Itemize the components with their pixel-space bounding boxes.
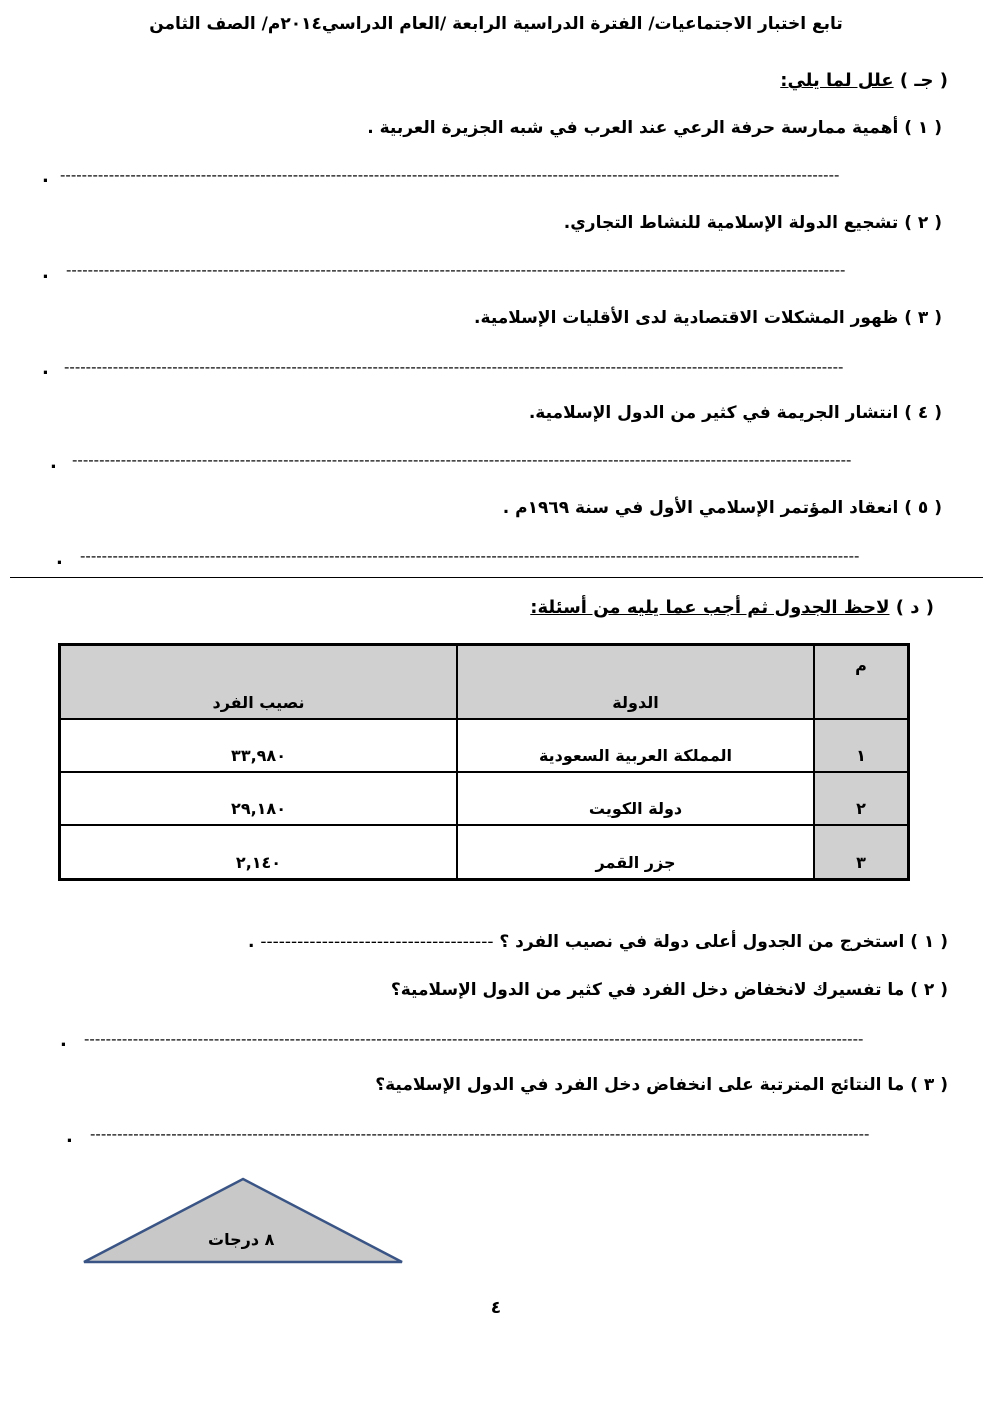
grade-triangle-shape	[84, 1179, 402, 1262]
grade-label: ٨ درجات	[208, 1230, 275, 1249]
header-country: الدولة	[457, 645, 814, 720]
answer-line-c1[interactable]: ------------------------------------------------------------------------------------------------------------------------------------------------	[60, 166, 840, 184]
question-d3: ( ٣ ) ما النتائج المترتبة على انخفاض دخل الفرد في الدول الإسلامية؟	[375, 1075, 948, 1095]
row-country: جزر القمر	[457, 825, 814, 879]
section-d-title: لاحظ الجدول ثم أجب عما يليه من أسئلة:	[530, 597, 890, 618]
question-c1: ( ١ ) أهمية ممارسة حرفة الرعي عند العرب في شبه الجزيرة العربية .	[367, 118, 942, 138]
answer-dot-d1: .	[247, 932, 255, 952]
question-d2: ( ٢ ) ما تفسيرك لانخفاض دخل الفرد في كثير من الدول الإسلامية؟	[390, 980, 948, 1000]
row-country: المملكة العربية السعودية	[457, 719, 814, 772]
section-c-title: علل لما يلي:	[780, 70, 894, 91]
question-c3: ( ٣ ) ظهور المشكلات الاقتصادية لدى الأقليات الإسلامية.	[474, 308, 942, 328]
page-title: تابع اختبار الاجتماعيات/ الفترة الدراسية الرابعة /العام الدراسي٢٠١٤م/ الصف الثامن	[149, 14, 843, 34]
section-divider	[10, 577, 983, 578]
header-share: نصيب الفرد	[60, 645, 458, 720]
answer-line-c4[interactable]: ------------------------------------------------------------------------------------------------------------------------------------------------	[72, 451, 852, 469]
answer-line-c3[interactable]: ------------------------------------------------------------------------------------------------------------------------------------------------	[64, 358, 844, 376]
table-row	[60, 719, 909, 772]
row-country: دولة الكويت	[457, 772, 814, 825]
section-d-label: ( د )	[895, 597, 934, 618]
question-c2: ( ٢ ) تشجيع الدولة الإسلامية للنشاط التجاري.	[563, 213, 942, 233]
answer-dot-c1: .	[42, 166, 49, 187]
row-share: ٢٩,١٨٠	[60, 772, 458, 825]
row-index: ١	[814, 719, 909, 772]
answer-line-d2[interactable]: ------------------------------------------------------------------------------------------------------------------------------------------------	[84, 1030, 864, 1048]
answer-line-d3[interactable]: ------------------------------------------------------------------------------------------------------------------------------------------------	[90, 1125, 870, 1143]
page-number: ٤	[490, 1298, 502, 1318]
question-d1	[248, 932, 948, 952]
answer-dot-c5: .	[56, 548, 63, 569]
answer-dot-c3: .	[42, 358, 49, 379]
section-d-heading	[530, 597, 934, 618]
section-c-label: ( جـ )	[899, 70, 948, 91]
answer-line-c5[interactable]: ------------------------------------------------------------------------------------------------------------------------------------------------	[80, 547, 860, 565]
row-index: ٢	[814, 772, 909, 825]
section-c-heading	[780, 70, 948, 91]
question-c5: ( ٥ ) انعقاد المؤتمر الإسلامي الأول في سنة ١٩٦٩م .	[502, 498, 942, 518]
row-index: ٣	[814, 825, 909, 879]
grade-triangle	[80, 1176, 406, 1266]
row-share: ٢,١٤٠	[60, 825, 458, 879]
table-header-row	[60, 645, 909, 720]
header-index: م	[814, 645, 909, 720]
answer-line-c2[interactable]: ------------------------------------------------------------------------------------------------------------------------------------------------	[66, 261, 846, 279]
table-row	[60, 825, 909, 879]
answer-dot-d2: .	[60, 1030, 67, 1051]
answer-dot-c4: .	[50, 452, 57, 473]
question-c4: ( ٤ ) انتشار الجريمة في كثير من الدول الإسلامية.	[528, 403, 942, 423]
income-table	[58, 643, 910, 881]
row-share: ٣٣,٩٨٠	[60, 719, 458, 772]
answer-line-d1[interactable]: --------------------------------------	[260, 932, 494, 952]
table-row	[60, 772, 909, 825]
question-d1-text: ( ١ ) استخرج من الجدول أعلى دولة في نصيب الفرد ؟	[499, 932, 948, 952]
answer-dot-d3: .	[66, 1126, 73, 1147]
answer-dot-c2: .	[42, 262, 49, 283]
